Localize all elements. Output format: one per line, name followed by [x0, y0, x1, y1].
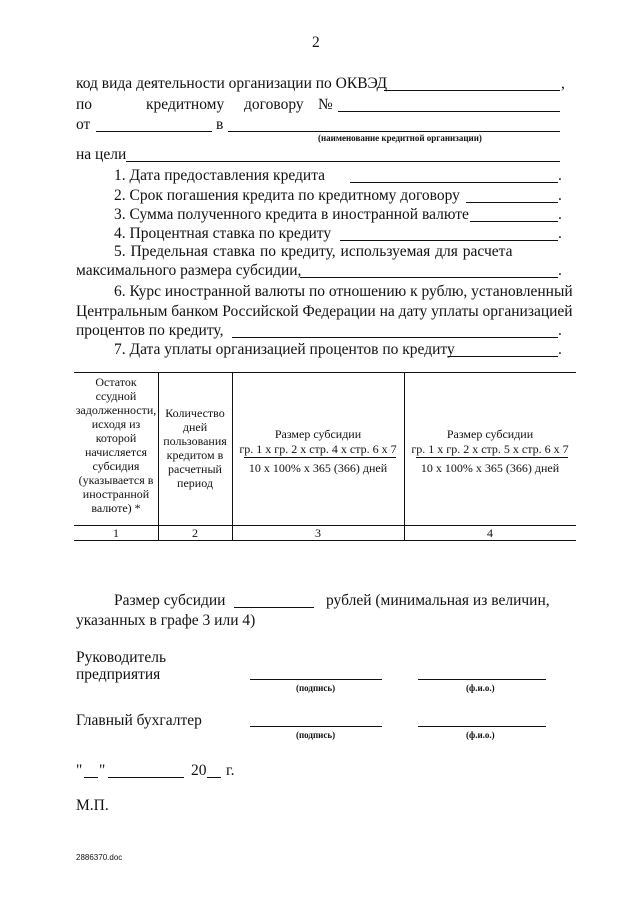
- credit-label-agreement: договору: [244, 96, 304, 113]
- bank-name-field[interactable]: [228, 131, 560, 132]
- date-quote-close: ": [99, 762, 106, 779]
- item-5-end: .: [558, 262, 562, 279]
- table-top-border: [74, 372, 576, 373]
- bank-name-caption: (наименование кредитной организации): [318, 133, 482, 143]
- head-signature-caption: (подпись): [296, 683, 336, 693]
- item-7-field[interactable]: [448, 356, 558, 357]
- date-day-field[interactable]: [84, 777, 98, 778]
- head-name-caption: (ф.и.о.): [466, 683, 495, 693]
- table-col-divider-3: [404, 372, 405, 540]
- head-signature-field[interactable]: [250, 679, 382, 680]
- item-2-label: 2. Срок погашения кредита по кредитному договору: [114, 187, 460, 204]
- date-year-prefix: 20: [191, 762, 207, 779]
- item-6-field[interactable]: [232, 337, 558, 338]
- head-label-2: предприятия: [76, 666, 161, 683]
- table-bottom-border: [74, 540, 576, 541]
- date-month-field[interactable]: [108, 777, 184, 778]
- from-label: от: [76, 116, 91, 133]
- item-5-field[interactable]: [300, 277, 558, 278]
- table-header-col-3-denominator: 10 х 100% х 365 (366) дней: [248, 461, 388, 475]
- table-col-number-3: 3: [315, 526, 321, 540]
- item-3-end: .: [558, 206, 562, 223]
- table-header-col-1: Остаток ссудной задолженности, исходя из которой начисляется субсидия (указывается в иностранной валюте) *: [75, 375, 157, 515]
- table-col-3-fraction-bar: [244, 457, 396, 458]
- stamp-label: М.П.: [76, 797, 109, 814]
- item-3-label: 3. Сумма полученного кредита в иностранной валюте: [114, 206, 469, 223]
- summary-amount-field[interactable]: [234, 607, 314, 608]
- item-4-field[interactable]: [340, 240, 558, 241]
- table-header-col-4-numerator: гр. 1 х гр. 2 х стр. 5 х стр. 6 х 7: [411, 442, 569, 456]
- purpose-label: на цели: [76, 146, 127, 163]
- item-6-line-2: Центральным банком Российской Федерации на дату уплаты организацией: [76, 303, 573, 320]
- credit-number-field[interactable]: [338, 111, 560, 112]
- table-col-number-1: 1: [113, 526, 119, 540]
- accountant-name-field[interactable]: [418, 726, 546, 727]
- footer-filename: 2886370.doc: [76, 853, 123, 862]
- accountant-name-caption: (ф.и.о.): [466, 730, 495, 740]
- item-5-line-1: 5. Предельная ставка по кредиту, используемая для расчета: [114, 243, 513, 260]
- accountant-signature-caption: (подпись): [296, 730, 336, 740]
- credit-label-credit: кредитному: [146, 96, 225, 113]
- item-2-end: .: [558, 187, 562, 204]
- item-4-label: 4. Процентная ставка по кредиту: [114, 225, 332, 242]
- item-6-line-1: 6. Курс иностранной валюты по отношению к рублю, установленный: [114, 283, 573, 300]
- item-4-end: .: [558, 225, 562, 242]
- summary-left: Размер субсидии: [114, 592, 226, 609]
- item-7-end: .: [558, 341, 562, 358]
- table-header-col-3-title: Размер субсидии: [274, 427, 362, 441]
- table-col-number-2: 2: [192, 526, 198, 540]
- table-header-col-4-title: Размер субсидии: [446, 427, 534, 441]
- item-1-label: 1. Дата предоставления кредита: [114, 167, 326, 184]
- head-label-1: Руководитель: [76, 649, 167, 666]
- date-year-field[interactable]: [207, 777, 221, 778]
- item-1-end: .: [558, 167, 562, 184]
- okved-end: ,: [561, 75, 565, 92]
- from-date-field[interactable]: [96, 131, 212, 132]
- okved-label: код вида деятельности организации по ОКВЭД: [76, 75, 388, 92]
- table-col-divider-2: [232, 372, 233, 540]
- item-6-line-3: процентов по кредиту,: [76, 322, 224, 339]
- credit-label-number-sign: №: [318, 96, 333, 113]
- okved-field[interactable]: [384, 90, 560, 91]
- item-2-field[interactable]: [466, 202, 558, 203]
- summary-line-2: указанных в графе 3 или 4): [76, 612, 256, 629]
- page-number: 2: [312, 34, 320, 51]
- credit-label-po: по: [76, 96, 93, 113]
- head-name-field[interactable]: [418, 679, 546, 680]
- table-header-col-2: Количество дней пользования кредитом в расчетный период: [163, 406, 227, 490]
- purpose-field[interactable]: [126, 161, 560, 162]
- date-year-suffix: г.: [226, 762, 235, 779]
- summary-right: рублей (минимальная из величин,: [326, 592, 550, 609]
- item-6-end: .: [558, 322, 562, 339]
- item-3-field[interactable]: [470, 221, 558, 222]
- accountant-signature-field[interactable]: [250, 726, 382, 727]
- date-quote-open: ": [76, 762, 83, 779]
- accountant-label: Главный бухгалтер: [76, 712, 202, 729]
- in-label: в: [216, 116, 224, 133]
- table-col-number-4: 4: [487, 526, 493, 540]
- table-col-4-fraction-bar: [416, 457, 568, 458]
- table-header-col-3-numerator: гр. 1 х гр. 2 х стр. 4 х стр. 6 х 7: [239, 442, 397, 456]
- item-1-field[interactable]: [350, 182, 558, 183]
- item-5-line-2: максимального размера субсидии,: [76, 262, 302, 279]
- item-7-label: 7. Дата уплаты организацией процентов по кредиту: [114, 341, 455, 358]
- table-header-col-4-denominator: 10 х 100% х 365 (366) дней: [420, 461, 560, 475]
